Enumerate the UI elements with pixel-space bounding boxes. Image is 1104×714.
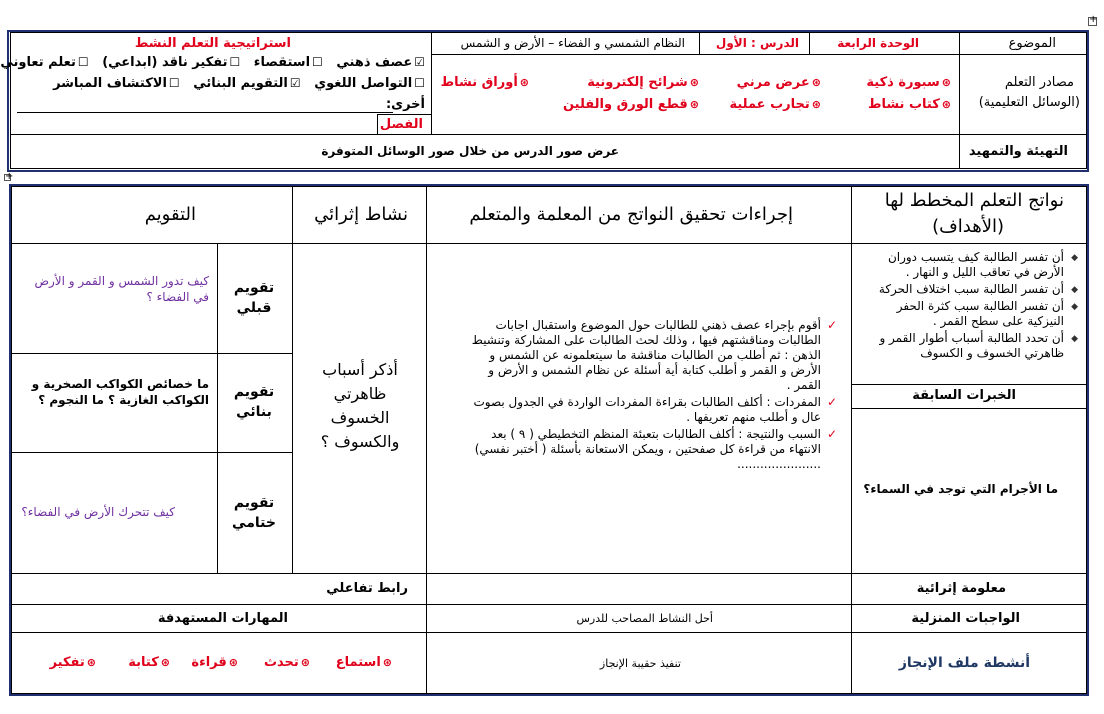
topic-cell: [431, 32, 700, 55]
interactive-link-cell: [11, 573, 427, 605]
intro-label: التهيئة والتمهيد: [968, 144, 1068, 159]
checkbox-icon[interactable]: ☐: [77, 55, 89, 69]
checkbox-icon[interactable]: ☐: [168, 76, 180, 90]
source-label: شرائح إلكترونية: [587, 75, 688, 90]
gear-icon: ⊛: [519, 76, 529, 89]
skill-speaking: [264, 655, 310, 670]
source-label: سبورة ذكية: [866, 75, 940, 90]
portfolio-label-cell: [851, 632, 1087, 694]
procedure-item: ✓ المفردات : أكلف الطالبات بقراءة المفردات الواردة في الجدول بصوت عال و أطلب منهم تعريفها .: [467, 395, 837, 425]
source-label: قطع الورق والفلين: [562, 97, 688, 112]
strategies-row-1: [0, 55, 425, 70]
skill-listening: [336, 655, 392, 670]
procedures-cell: [426, 243, 852, 574]
checkbox-checked-icon[interactable]: ☑: [289, 76, 301, 90]
portfolio-text-cell: [426, 632, 852, 694]
subject-label-cell: [959, 32, 1087, 55]
strategy-discovery: الاكتشاف المباشر: [53, 76, 167, 91]
portfolio-label: أنشطة ملف الإنجاز: [898, 655, 1030, 671]
eval-pre-text: كيف تدور الشمس و القمر و الأرض في الفضاء ؟: [34, 274, 209, 304]
procedures-list: [467, 318, 837, 474]
skills-label-cell: [11, 604, 427, 633]
skill-reading: [191, 655, 238, 670]
checkbox-icon[interactable]: ☐: [312, 55, 323, 69]
objectives-list: [858, 250, 1078, 363]
objective-item: ◆ أن تحدد الطالبة أسباب أطوار القمر و ظاهرتي الخسوف و الكسوف: [858, 331, 1078, 361]
source-label: عرض مرني: [736, 75, 810, 90]
other-underline: [17, 112, 393, 113]
homework-text-cell: [426, 604, 852, 633]
enrich-info-label: معلومة إثرائية: [916, 581, 1006, 596]
strategy-cell: [0, 32, 432, 135]
source-paper-cork: [563, 97, 699, 112]
homework-label: الواجبات المنزلية: [911, 611, 1020, 626]
sources-label-cell: [959, 54, 1087, 135]
intro-label-cell: [959, 134, 1087, 169]
enrichment-header: نشاط إثرائي: [314, 204, 408, 225]
prior-label-cell: [851, 384, 1087, 409]
gear-icon: ⊛: [811, 98, 821, 111]
homework-text: أحل النشاط المصاحب للدرس: [576, 612, 713, 625]
source-smartboard: [866, 75, 951, 90]
eval-form-label: تقويم بنائي: [233, 384, 275, 420]
strategy-language: التواصل اللغوي: [314, 76, 413, 91]
sources-label-1: مصادر التعلم: [1004, 75, 1074, 90]
eval-form-label-cell: [217, 353, 293, 453]
skill-label: استماع: [335, 655, 381, 670]
strategy-title: استراتيجية التعلم النشط: [134, 36, 291, 51]
source-label: كتاب نشاط: [867, 97, 940, 112]
evaluation-header: التقويم: [144, 204, 196, 225]
skill-label: تحدث: [263, 655, 299, 670]
eval-form-text: ما خصائص الكواكب الصخرية و الكواكب الغازية ؟ ما النجوم ؟: [31, 377, 209, 407]
subject-label: الموضوع: [1008, 36, 1056, 51]
objective-item: ◆ أن تفسر الطالبة سبب كثرة الحفر النيزكية على سطح القمر .: [858, 299, 1078, 329]
objective-item: ◆ أن تفسر الطالبة سبب اختلاف الحركة: [858, 282, 1078, 297]
skills-cell: [11, 632, 427, 694]
skills-label: المهارات المستهدفة: [157, 611, 288, 626]
eval-pre-label: تقويم قبلي: [233, 280, 275, 316]
strategy-critical: تفكير ناقد (ابداعي): [102, 55, 228, 70]
skill-thinking: [50, 655, 96, 670]
intro-text-cell: [10, 134, 960, 169]
sources-label-2: (الوسائل التعليمية): [978, 95, 1080, 110]
objectives-header-cell: [851, 186, 1087, 244]
source-slides: [587, 75, 699, 90]
table-move-handle[interactable]: [1088, 17, 1097, 26]
gear-icon: ⊛: [689, 98, 699, 111]
lesson-cell: [699, 32, 810, 55]
procedures-header-cell: [426, 186, 852, 244]
eval-final-text: كيف تتحرك الأرض في الفضاء؟: [21, 505, 175, 519]
enrich-info-cell: [426, 573, 852, 605]
strategy-cooperative: تعلم تعاوني: [0, 55, 76, 70]
procedures-header: إجراءات تحقيق النواتج من المعلمة والمتعلم: [469, 204, 793, 225]
procedure-item: ✓ أقوم بإجراء عصف ذهني للطالبات حول الموضوع واستقبال اجابات الطالبات ومناقشتهم فيها ، وذلك لحث الطالبات على المشاركة وتنشيط الذهن : ثم أطلب من الطالبات مناقشة ما سيتعلمونه عن الشمس و الأرض و القمر و أطلب كتابة أية أسئلة عن نظام الشمس و الأرض و القمر .: [467, 318, 837, 393]
portfolio-text: تنفيذ حقيبة الإنجاز: [599, 657, 681, 670]
strategy-formative: التقويم البنائي: [193, 76, 288, 91]
strategy-brainstorm: عصف ذهني: [336, 55, 413, 70]
gear-icon: ⊛: [160, 656, 170, 669]
strategy-inquiry: استقصاء: [253, 55, 311, 70]
checkbox-checked-icon[interactable]: ☑: [414, 55, 425, 69]
source-projector: [737, 75, 821, 90]
gear-icon: ⊛: [941, 76, 951, 89]
evaluation-header-cell: [11, 186, 293, 244]
enrichment-cell: [292, 243, 427, 574]
eval-final-label: تقويم ختامي: [232, 495, 276, 531]
eval-final-label-cell: [217, 452, 293, 574]
objectives-header: نواتج التعلم المخطط لها: [884, 190, 1064, 211]
objectives-cell: [851, 243, 1087, 385]
intro-text: عرض صور الدرس من خلال صور الوسائل المتوفرة: [321, 144, 619, 158]
other-label: أخرى:: [385, 97, 425, 112]
enrichment-header-cell: [292, 186, 427, 244]
unit-cell: [809, 32, 960, 55]
eval-final-text-cell: [11, 452, 218, 574]
interactive-link-label[interactable]: رابط تفاعلي: [326, 581, 408, 596]
gear-icon: ⊛: [811, 76, 821, 89]
procedure-item: ✓ السبب والنتيجة : أكلف الطالبات بتعبئة المنظم التخطيطي ( ٩ ) بعد الانتهاء من قراءة كل صفحتين ، ويمكن الاستعانة بأسئلة ( أختبر نفسي) ......................: [467, 427, 837, 472]
sources-cell: [431, 54, 960, 135]
topic-text: النظام الشمسي و الفضاء – الأرض و الشمس: [460, 36, 685, 50]
eval-pre-text-cell: [11, 243, 218, 354]
gear-icon: ⊛: [228, 656, 238, 669]
prior-label: الخبرات السابقة: [912, 388, 1016, 403]
class-label: الفصل: [379, 117, 423, 132]
lesson-text: الدرس : الأول: [715, 36, 799, 50]
strategies-row-2: [53, 76, 425, 91]
homework-label-cell: [851, 604, 1087, 633]
source-activity-book: [868, 97, 951, 112]
prior-text-cell: [851, 408, 1087, 574]
gear-icon: ⊛: [689, 76, 699, 89]
source-label: تجارب عملية: [729, 97, 810, 112]
skill-writing: [128, 655, 170, 670]
gear-icon: ⊛: [941, 98, 951, 111]
eval-pre-label-cell: [217, 243, 293, 354]
unit-text: الوحدة الرابعة: [837, 36, 919, 50]
other-line: [386, 97, 425, 112]
checkbox-icon[interactable]: ☐: [229, 55, 241, 69]
skill-label: قراءة: [191, 655, 227, 670]
checkbox-icon[interactable]: ☐: [414, 76, 425, 90]
skill-label: كتابة: [128, 655, 159, 670]
source-experiments: [729, 97, 821, 112]
enrichment-text: أذكر أسباب ظاهرتي الخسوف والكسوف ؟: [320, 360, 400, 451]
gear-icon: ⊛: [300, 656, 310, 669]
source-label: أوراق نشاط: [440, 75, 518, 90]
source-worksheets: [441, 75, 529, 90]
enrich-info-label-cell: [851, 573, 1087, 605]
table-resize-handle[interactable]: [4, 174, 11, 181]
eval-form-text-cell: [11, 353, 218, 453]
prior-text: ما الأجرام التي توجد في السماء؟: [863, 482, 1058, 496]
class-cell: [377, 114, 432, 135]
objectives-header-sub: (الأهداف): [932, 216, 1004, 237]
skill-label: تفكير: [49, 655, 85, 670]
gear-icon: ⊛: [382, 656, 392, 669]
objective-item: ◆ أن تفسر الطالبة كيف يتسبب دوران الأرض في تعاقب الليل و النهار .: [858, 250, 1078, 280]
gear-icon: ⊛: [86, 656, 96, 669]
